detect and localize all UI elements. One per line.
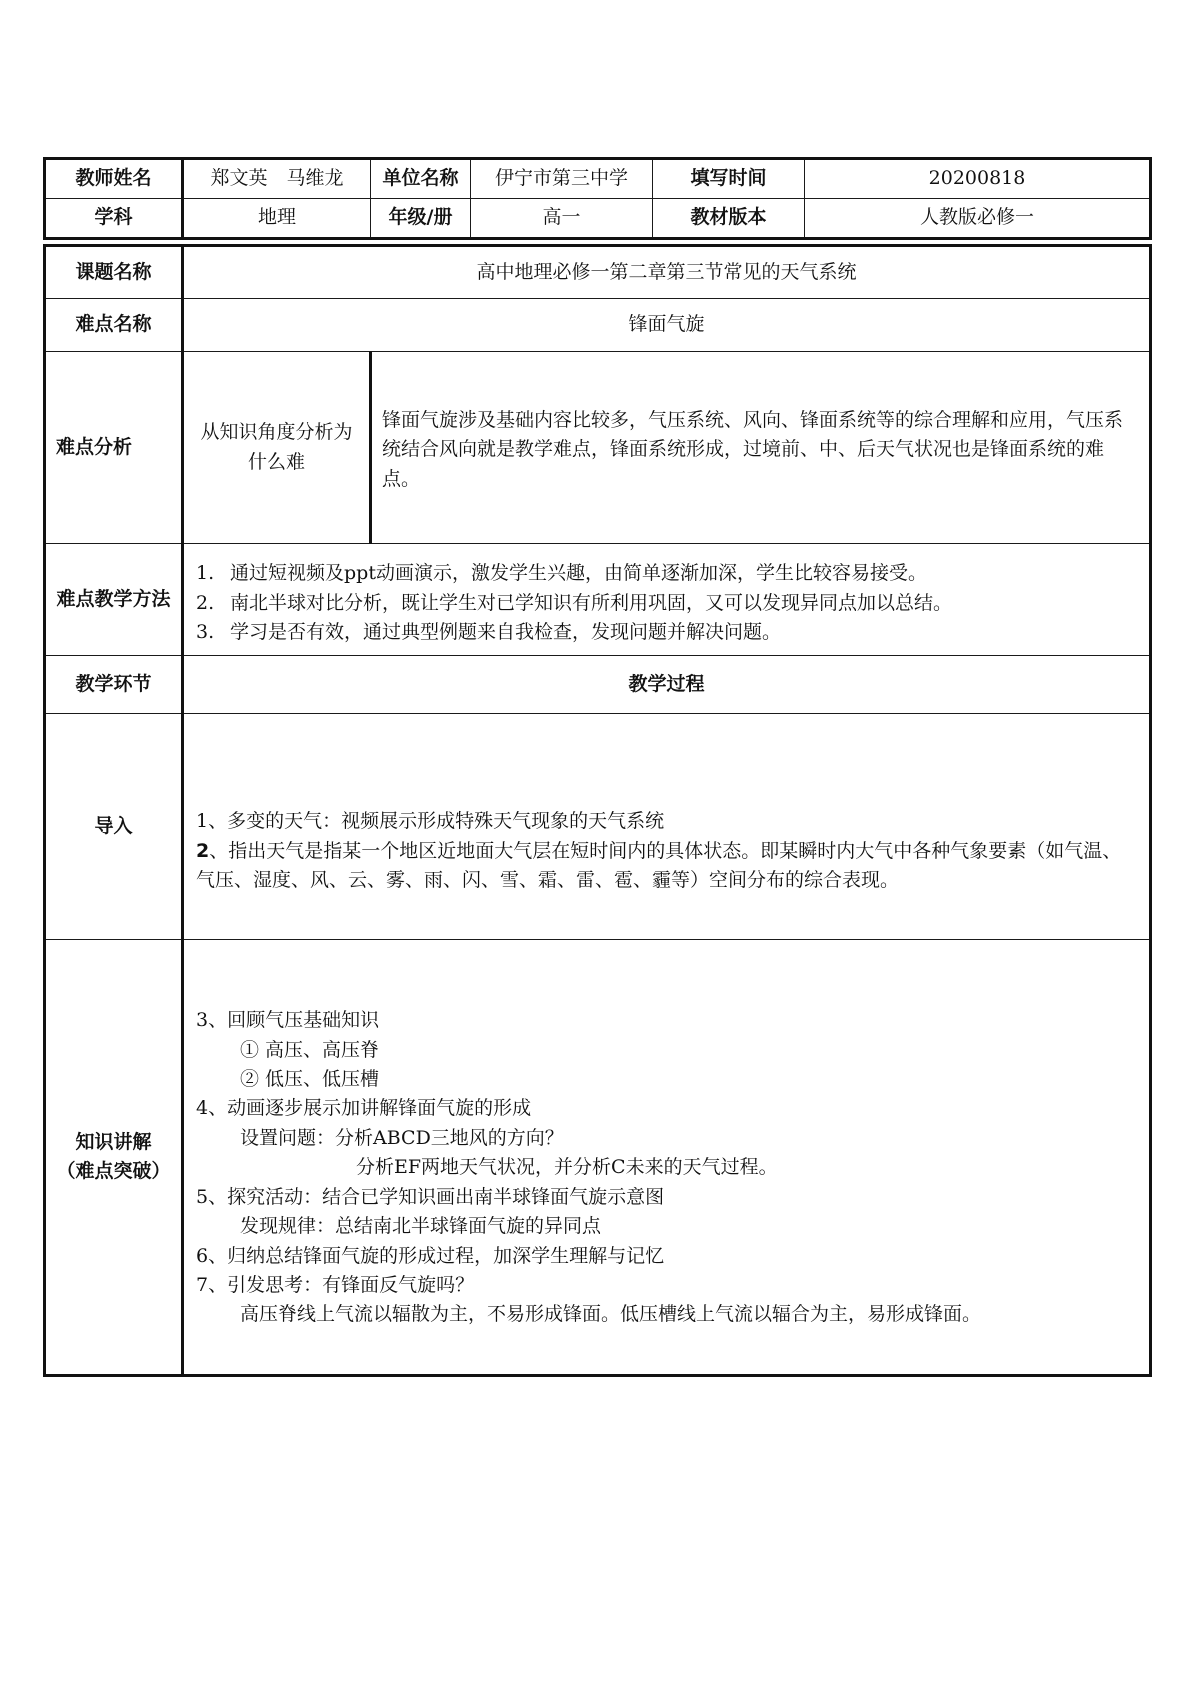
teacher-name-label: 教师姓名: [45, 159, 183, 199]
knowledge-line: 4、动画逐步展示加讲解锋面气旋的形成: [196, 1097, 532, 1120]
knowledge-line: 3、回顾气压基础知识: [196, 1009, 380, 1032]
methods-label: 难点教学方法: [45, 544, 183, 656]
grade-value: 高一: [471, 199, 653, 239]
method-item: 2. 南北半球对比分析，既让学生对已学知识有所利用巩固，又可以发现异同点加以总结。: [196, 591, 953, 614]
topic-label: 课题名称: [45, 246, 183, 299]
analysis-text: 锋面气旋涉及基础内容比较多，气压系统、风向、锋面系统等的综合理解和应用，气压系统结合风向就是教学难点，锋面系统形成，过境前、中、后天气状况也是锋面系统的难点。: [371, 352, 1151, 544]
unit-name-value: 伊宁市第三中学: [471, 159, 653, 199]
analysis-label: 难点分析: [45, 352, 183, 544]
knowledge-label: [45, 940, 183, 1376]
knowledge-label-line1: 知识讲解: [75, 1130, 152, 1153]
knowledge-line: 发现规律：总结南北半球锋面气旋的异同点: [240, 1215, 602, 1238]
difficulty-label: 难点名称: [45, 299, 183, 352]
knowledge-line: ① 高压、高压脊: [240, 1038, 380, 1061]
process-header-left: 教学环节: [45, 656, 183, 714]
difficulty-value: 锋面气旋: [183, 299, 1151, 352]
knowledge-line: ② 低压、低压槽: [240, 1067, 380, 1090]
intro-content: [183, 714, 1151, 940]
knowledge-line: 7、引发思考：有锋面反气旋吗？: [196, 1274, 475, 1297]
knowledge-label-line2: （难点突破）: [56, 1160, 171, 1182]
knowledge-line: 5、探究活动：结合已学知识画出南半球锋面气旋示意图: [196, 1185, 665, 1208]
knowledge-line: 设置问题：分析ABCD三地风的方向？: [240, 1126, 564, 1149]
content-table: [43, 244, 1152, 1377]
method-item: 1. 通过短视频及ppt动画演示，激发学生兴趣，由简单逐渐加深，学生比较容易接受。: [196, 562, 927, 585]
topic-value: 高中地理必修一第二章第三节常见的天气系统: [183, 246, 1151, 299]
methods-list: [183, 544, 1151, 656]
subject-label: 学科: [45, 199, 183, 239]
knowledge-content: [183, 940, 1151, 1376]
intro-line-2: 2、指出天气是指某一个地区近地面大气层在短时间内的具体状态。即某瞬时内大气中各种气象要素（如气温、气压、湿度、风、云、雾、雨、闪、雪、霜、雷、雹、霾等）空间分布的综合表现。: [196, 839, 1122, 892]
textbook-value: 人教版必修一: [805, 199, 1151, 239]
fill-date-value: 20200818: [805, 159, 1151, 199]
knowledge-line: 高压脊线上气流以辐散为主，不易形成锋面。低压槽线上气流以辐合为主，易形成锋面。: [240, 1303, 982, 1326]
lesson-plan-sheet: [43, 157, 1149, 1377]
method-item: 3. 学习是否有效，通过典型例题来自我检查，发现问题并解决问题。: [196, 621, 782, 644]
textbook-label: 教材版本: [653, 199, 805, 239]
intro-label: 导入: [45, 714, 183, 940]
knowledge-line: 6、归纳总结锋面气旋的形成过程，加深学生理解与记忆: [196, 1244, 665, 1267]
analysis-sub-label: 从知识角度分析为什么难: [183, 352, 371, 544]
process-header-right: 教学过程: [183, 656, 1151, 714]
fill-date-label: 填写时间: [653, 159, 805, 199]
info-table: [43, 157, 1152, 240]
grade-label: 年级/册: [371, 199, 471, 239]
unit-name-label: 单位名称: [371, 159, 471, 199]
intro-line-1: 1、多变的天气：视频展示形成特殊天气现象的天气系统: [196, 810, 665, 833]
knowledge-line: 分析EF两地天气状况，并分析C未来的天气过程。: [356, 1156, 778, 1179]
teacher-name-value: 郑文英 马维龙: [183, 159, 371, 199]
subject-value: 地理: [183, 199, 371, 239]
